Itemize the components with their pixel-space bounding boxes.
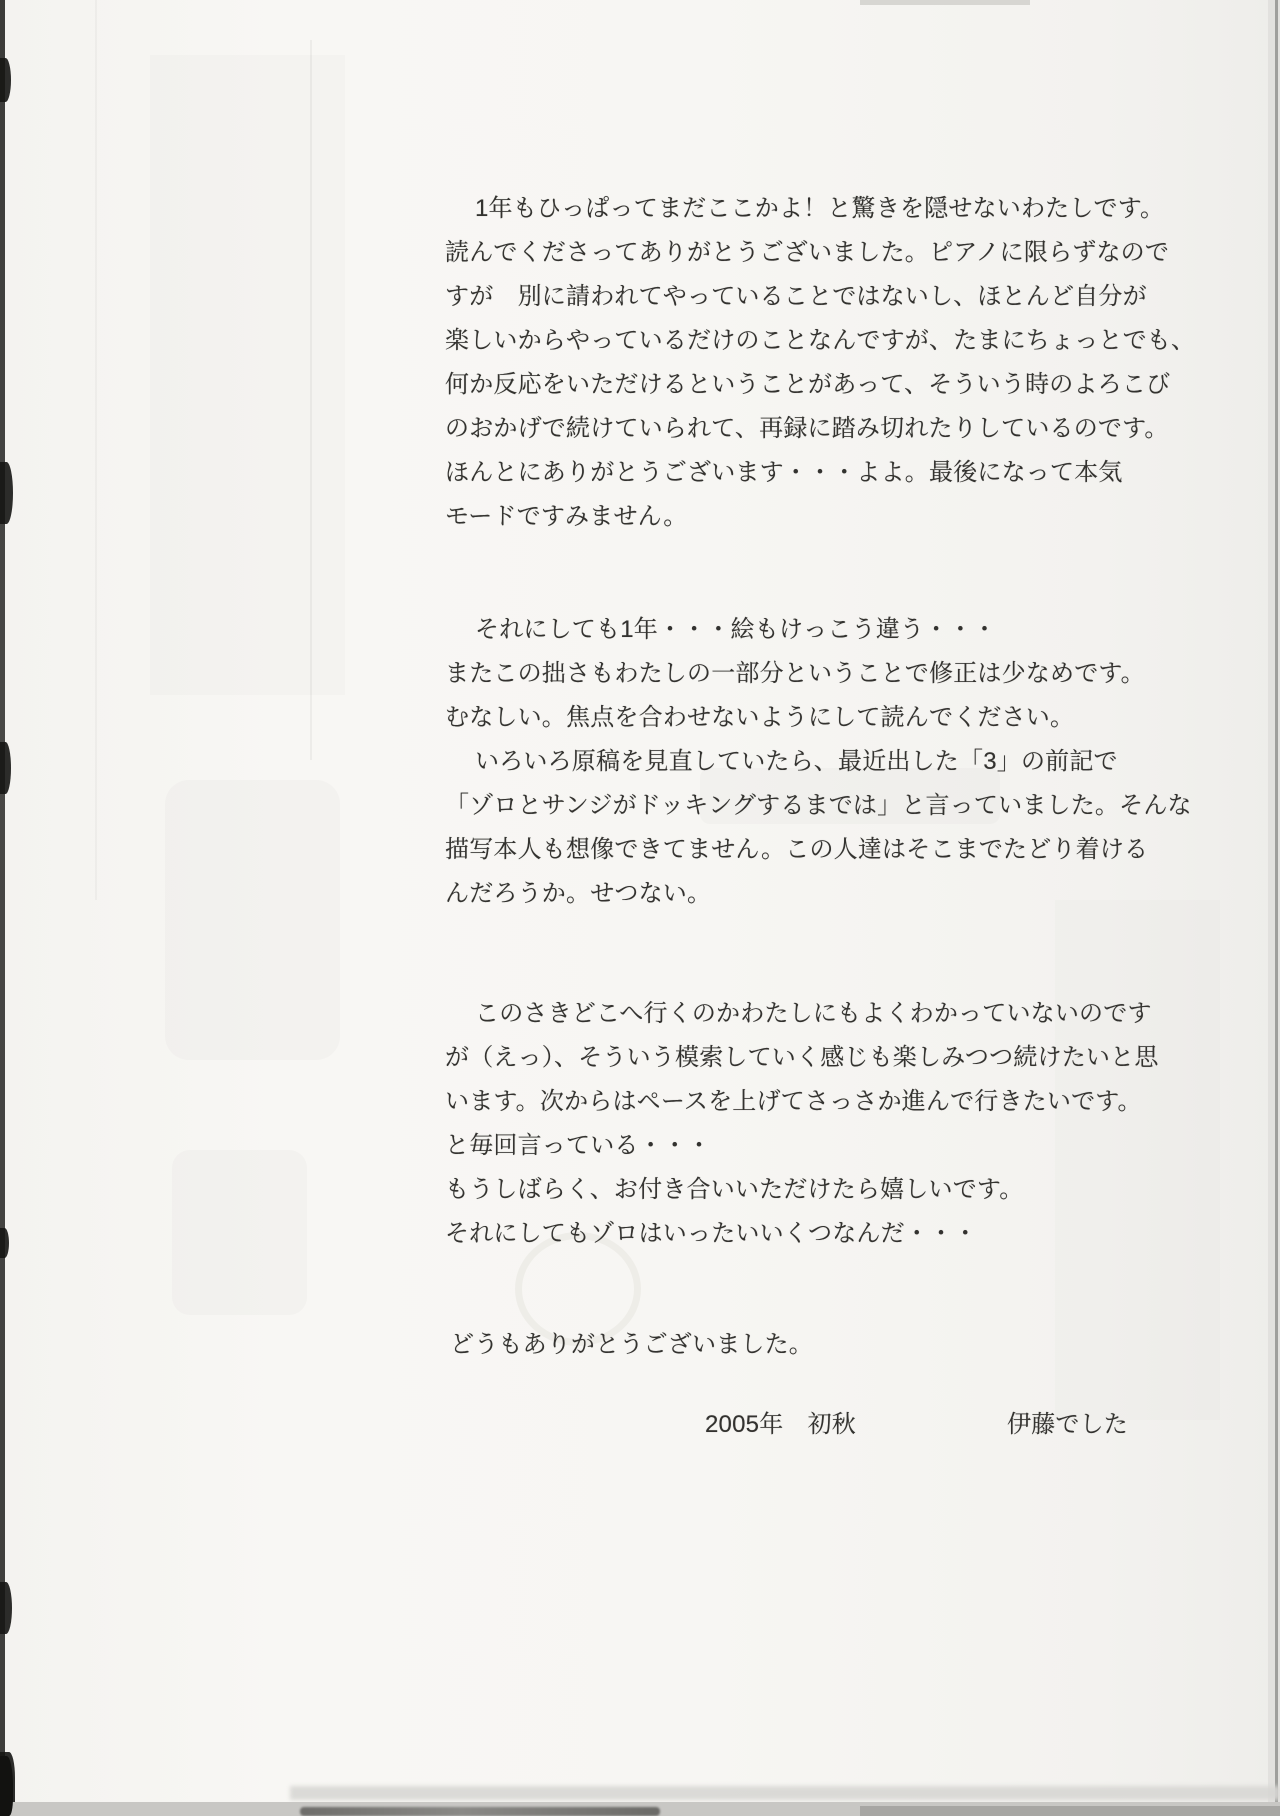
paragraph-2 <box>445 608 1192 916</box>
text-line: と毎回言っている・・・ <box>445 1132 712 1159</box>
text-line: 「ゾロとサンジがドッキングするまでは」と言っていました。そんな <box>445 792 1192 819</box>
date-text: 2005年 初秋 <box>705 1411 856 1438</box>
text-line: モードですみません。 <box>445 503 688 530</box>
text-line: ほんとにありがとうございます・・・よよ。最後になって本気 <box>445 459 1123 486</box>
paragraph-3 <box>445 992 1165 1256</box>
text-line: すが 別に請われてやっていることではないし、ほとんど自分が <box>445 283 1147 310</box>
text-line: それにしても1年・・・絵もけっこう違う・・・ <box>475 616 997 643</box>
paragraph-1 <box>445 187 1196 539</box>
text-line: それにしてもゾロはいったいいくつなんだ・・・ <box>445 1220 978 1247</box>
text-line: 読んでくださってありがとうございました。ピアノに限らずなので <box>445 239 1170 266</box>
text-line: が（えっ）、そういう模索していく感じも楽しみつつ続けたいと思 <box>445 1044 1159 1071</box>
text-line: いろいろ原稿を見直していたら、最近出した「3」の前記で <box>475 748 1118 775</box>
text-line: 楽しいからやっているだけのことなんですが、たまにちょっとでも、 <box>445 327 1196 354</box>
text-line: むなしい。焦点を合わせないようにして読んでください。 <box>445 704 1075 731</box>
text-line: このさきどこへ行くのかわたしにもよくわかっていないのです <box>475 1000 1152 1027</box>
text-line: またこの拙さもわたしの一部分ということで修正は少なめです。 <box>445 660 1145 687</box>
text-line: 何か反応をいただけるということがあって、そういう時のよろこび <box>445 371 1171 398</box>
text-line: んだろうか。せつない。 <box>445 880 712 907</box>
text-line: もうしばらく、お付き合いいただけたら嬉しいです。 <box>445 1176 1024 1203</box>
text-line: 1年もひっぱってまだここかよ！と驚きを隠せないわたしです。 <box>475 195 1165 222</box>
author-signature-text: 伊藤でした <box>1007 1411 1128 1438</box>
text-line: います。次からはペースを上げてさっさか進んで行きたいです。 <box>445 1088 1142 1115</box>
text-line: 描写本人も想像できてません。この人達はそこまでたどり着ける <box>445 836 1149 863</box>
closing-line: どうもありがとうございました。 <box>450 1331 813 1358</box>
text-line: のおかげで続けていられて、再録に踏み切れたりしているのです。 <box>445 415 1169 442</box>
